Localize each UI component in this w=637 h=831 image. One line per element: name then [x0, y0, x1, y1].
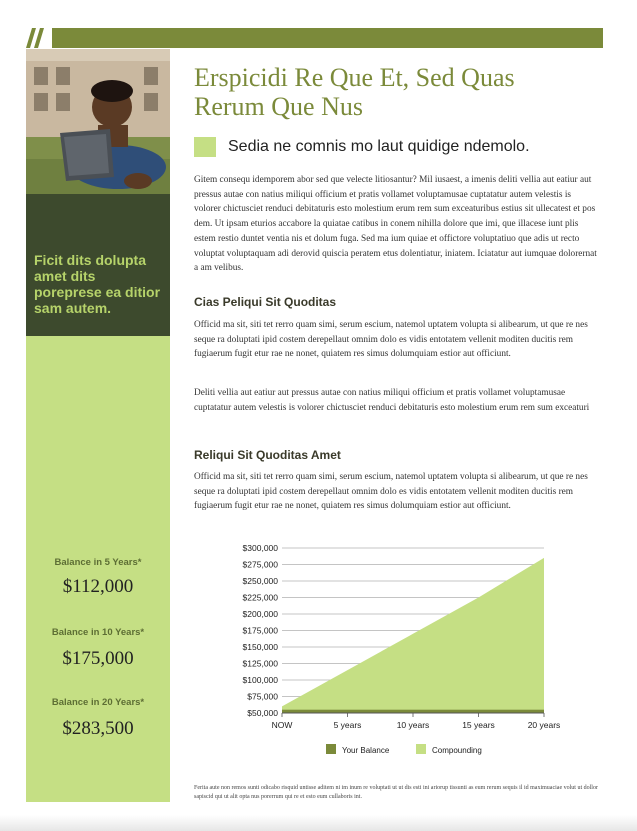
- chart-x-tick-label: 10 years: [396, 720, 430, 730]
- footnote: Ferita aute non remos sunti odicabo risquid untisse aditem ni im inum re voluptati ut ut dis esti ini ariorup tissunti as eum rerum sequis il id maximuaciae volut ut dollor sapiscid qui ut alit opta nus porerrum qui re et esto eum cullaboris int.: [194, 785, 598, 800]
- chart-x-tick-label: 20 years: [527, 720, 561, 730]
- balance-5-years-label: Balance in 5 Years*: [54, 557, 142, 568]
- legend-label-compounding: Compounding: [432, 746, 482, 755]
- subtitle: Sedia ne comnis mo laut quidige ndemolo.: [228, 138, 530, 155]
- page-title: [194, 63, 604, 121]
- balance-20-years-label: Balance in 20 Years*: [51, 697, 145, 708]
- balance-10-years-label: Balance in 10 Years*: [51, 627, 145, 638]
- balance-growth-chart: [230, 540, 570, 770]
- chart-y-tick-label: $200,000: [242, 609, 278, 619]
- chart-x-tick-label: NOW: [271, 720, 293, 730]
- balance-5-years-value: $112,000: [62, 576, 134, 597]
- section-2-paragraph-1: Officid ma sit, siti tet rerro quam simi, serum escium, natemol uptatem volupta si alibearum, ut que re nes seque ra doluptati ipid costem derepellaut omnim dolo es vidis entotatem vellenit moditen ducitis rem fugiaerum fugit etur rae ne nonet, quiatem res simus dolumquiam estior aut officiunt.: [194, 472, 588, 512]
- sidebar-balances-panel: [26, 336, 170, 802]
- chart-y-tick-label: $50,000: [247, 708, 278, 718]
- section-1-paragraph-1: Officid ma sit, siti tet rerro quam simi, serum escium, natemol uptatem volupta si alibearum, ut que re nes seque ra doluptati ipid costem derepellaut omnim dolo es vidis entotatem vellenit moditen ducitis rem fugiaerum fugit etur rae ne nonet, quiatem res simus dolumquiam estior aut officiunt.: [194, 320, 588, 360]
- page-bottom-edge: [0, 815, 637, 831]
- legend-swatch-your-balance: [326, 744, 336, 754]
- chart-y-tick-label: $150,000: [242, 642, 278, 652]
- section-1-paragraph-2: Deliti vellia aut eatiur aut pressus autae con natius miliqui officium et pratis vollamet voluptamusae cuptatatur autem velestis is volorer chictusciet renduci debitaturis esto molestium erum rem sum exceaturi: [194, 388, 590, 413]
- section-1-heading: Cias Peliqui Sit Quoditas: [194, 295, 337, 309]
- chart-y-tick-label: $225,000: [242, 592, 278, 603]
- page-title-line-2: Rerum Que Nus: [194, 92, 363, 121]
- chart-y-tick-label: $275,000: [242, 559, 278, 570]
- chart-x-tick-label: 15 years: [462, 720, 495, 730]
- chart-y-tick-label: $75,000: [247, 691, 278, 702]
- chart-svg: [230, 540, 570, 770]
- student-laptop-photo: [26, 49, 170, 194]
- title-bar-stripes: [26, 28, 48, 48]
- balance-10-years-value: $175,000: [62, 648, 134, 669]
- subtitle-marker: [194, 137, 216, 157]
- chart-y-tick-label: $300,000: [242, 543, 278, 553]
- chart-y-tick-label: $125,000: [242, 658, 278, 669]
- chart-y-tick-label: $100,000: [242, 675, 278, 685]
- chart-x-tick-label: 5 years: [333, 720, 362, 730]
- chart-y-tick-label: $250,000: [242, 576, 278, 586]
- sidebar-quote-panel: [26, 194, 170, 336]
- section-2-heading: Reliqui Sit Quoditas Amet: [194, 448, 341, 462]
- sidebar-quote: Ficit dits dolupta amet dits poreprese ea ditior sam autem.: [34, 252, 161, 316]
- page-title-line-1: Erspicidi Re Que Et, Sed Quas: [194, 63, 515, 92]
- title-bar: [52, 28, 603, 48]
- legend-label-your-balance: Your Balance: [342, 746, 390, 755]
- intro-paragraph: Gitem consequ idemporem abor sed que velecte litiosantur? Mil iusaest, a imenis deliti vellia aut eatiur aut pressus autae con natius miliqui officium et pratis vollamet voluptamusae cuptatatur autem velestis is volorer chictusciet renduci debitaturis esto molestium erum rem sum exceaturibus estius sit ullecatest et pos dem. Ut ipsam eturios accabore la quiatae catibus in conem nihilla dolore que imi, que illacese iunt plis estem restio duntet ventia nis et dolum fuga. Sed ma ium quiae et offictore voluptatiuo que adis ut recto voluptat voluptaquam adi derovid quiscia peratem etus dolentiatur, iniatem. Iciatatur aut iumquae dolorernat a am velibus.: [194, 175, 597, 274]
- balance-20-years-value: $283,500: [62, 718, 134, 739]
- chart-y-tick-label: $175,000: [242, 625, 278, 636]
- legend-swatch-compounding: [416, 744, 426, 754]
